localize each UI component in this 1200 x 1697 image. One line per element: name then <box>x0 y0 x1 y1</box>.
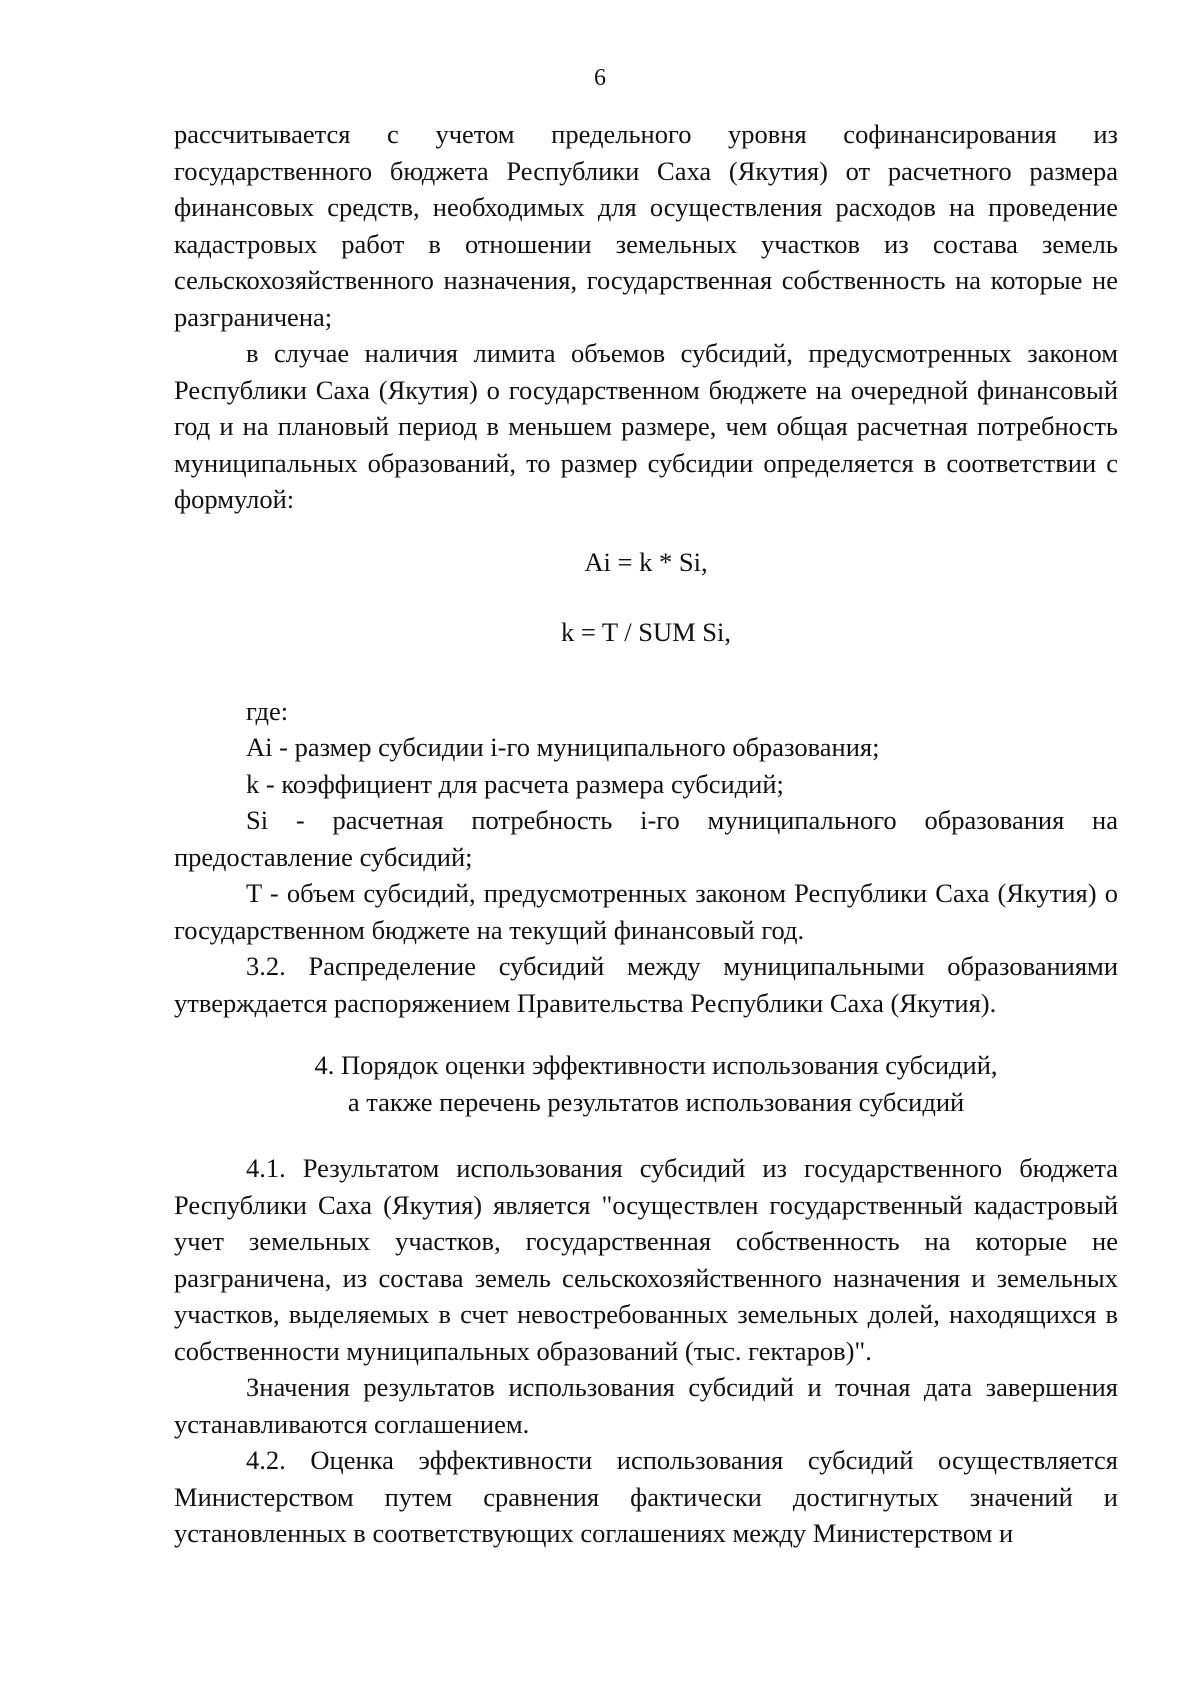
section-heading-line-2: а также перечень результатов использования субсидий <box>347 1086 965 1117</box>
paragraph-4-2: 4.2. Оценка эффективности использования субсидий осуществляется Министерством путем сравнения фактически достигнутых значений и установленных в соответствующих соглашениях между Министерством и <box>174 1445 1118 1548</box>
definition-k: k - коэффициент для расчета размера субсидий; <box>246 768 784 799</box>
formula-k: k = T / SUM Si, <box>560 617 732 647</box>
paragraph-limit-case: в случае наличия лимита объемов субсидий, предусмотренных законом Республики Саха (Якутия) о государственном бюджете на очередной финансовый год и на плановый период в меньшем размере, чем общая расчетная потребность муниципальных образований, то размер субсидии определяется в соответствии с формулой: <box>174 338 1118 514</box>
section-heading-4 <box>174 1047 1118 1120</box>
paragraph-result-values: Значения результатов использования субсидий и точная дата завершения устанавливаются соглашением. <box>174 1372 1118 1439</box>
page-number: 6 <box>594 65 606 91</box>
formula-ai: Ai = k * Si, <box>584 546 708 577</box>
document-body <box>174 116 1118 1552</box>
paragraph-4-1: 4.1. Результатом использования субсидий из государственного бюджета Республики Саха (Якутия) является "осуществлен государственный кадастровый учет земельных участков, государственная собственность на которые не разграничена, из состава земель сельскохозяйственного назначения и земельных участков, выделяемых в счет невостребованных земельных долей, находящихся в собственности муниципальных образований (тыс. гектаров)". <box>174 1153 1118 1366</box>
definition-si: Si - расчетная потребность i-го муниципального образования на предоставление субсидий; <box>174 805 1118 872</box>
section-heading-line-1: 4. Порядок оценки эффективности использования субсидий, <box>314 1050 998 1080</box>
paragraph-3-2: 3.2. Распределение субсидий между муниципальными образованиями утверждается распоряжением Правительства Республики Саха (Якутия). <box>174 951 1118 1018</box>
definition-ai: Ai - размер субсидии i-го муниципального образования; <box>246 732 880 762</box>
paragraph-calculation: рассчитывается с учетом предельного уровня софинансирования из государственного бюджета Республики Саха (Якутия) от расчетного размера финансовых средств, необходимых для осуществления расходов на проведение кадастровых работ в отношении земельных участков из состава земель сельскохозяйственного назначения, государственная собственность на которые не разграничена; <box>174 119 1118 332</box>
where-label: где: <box>246 695 289 726</box>
definition-t: T - объем субсидий, предусмотренных законом Республики Саха (Якутия) о государственном бюджете на текущий финансовый год. <box>174 878 1118 945</box>
